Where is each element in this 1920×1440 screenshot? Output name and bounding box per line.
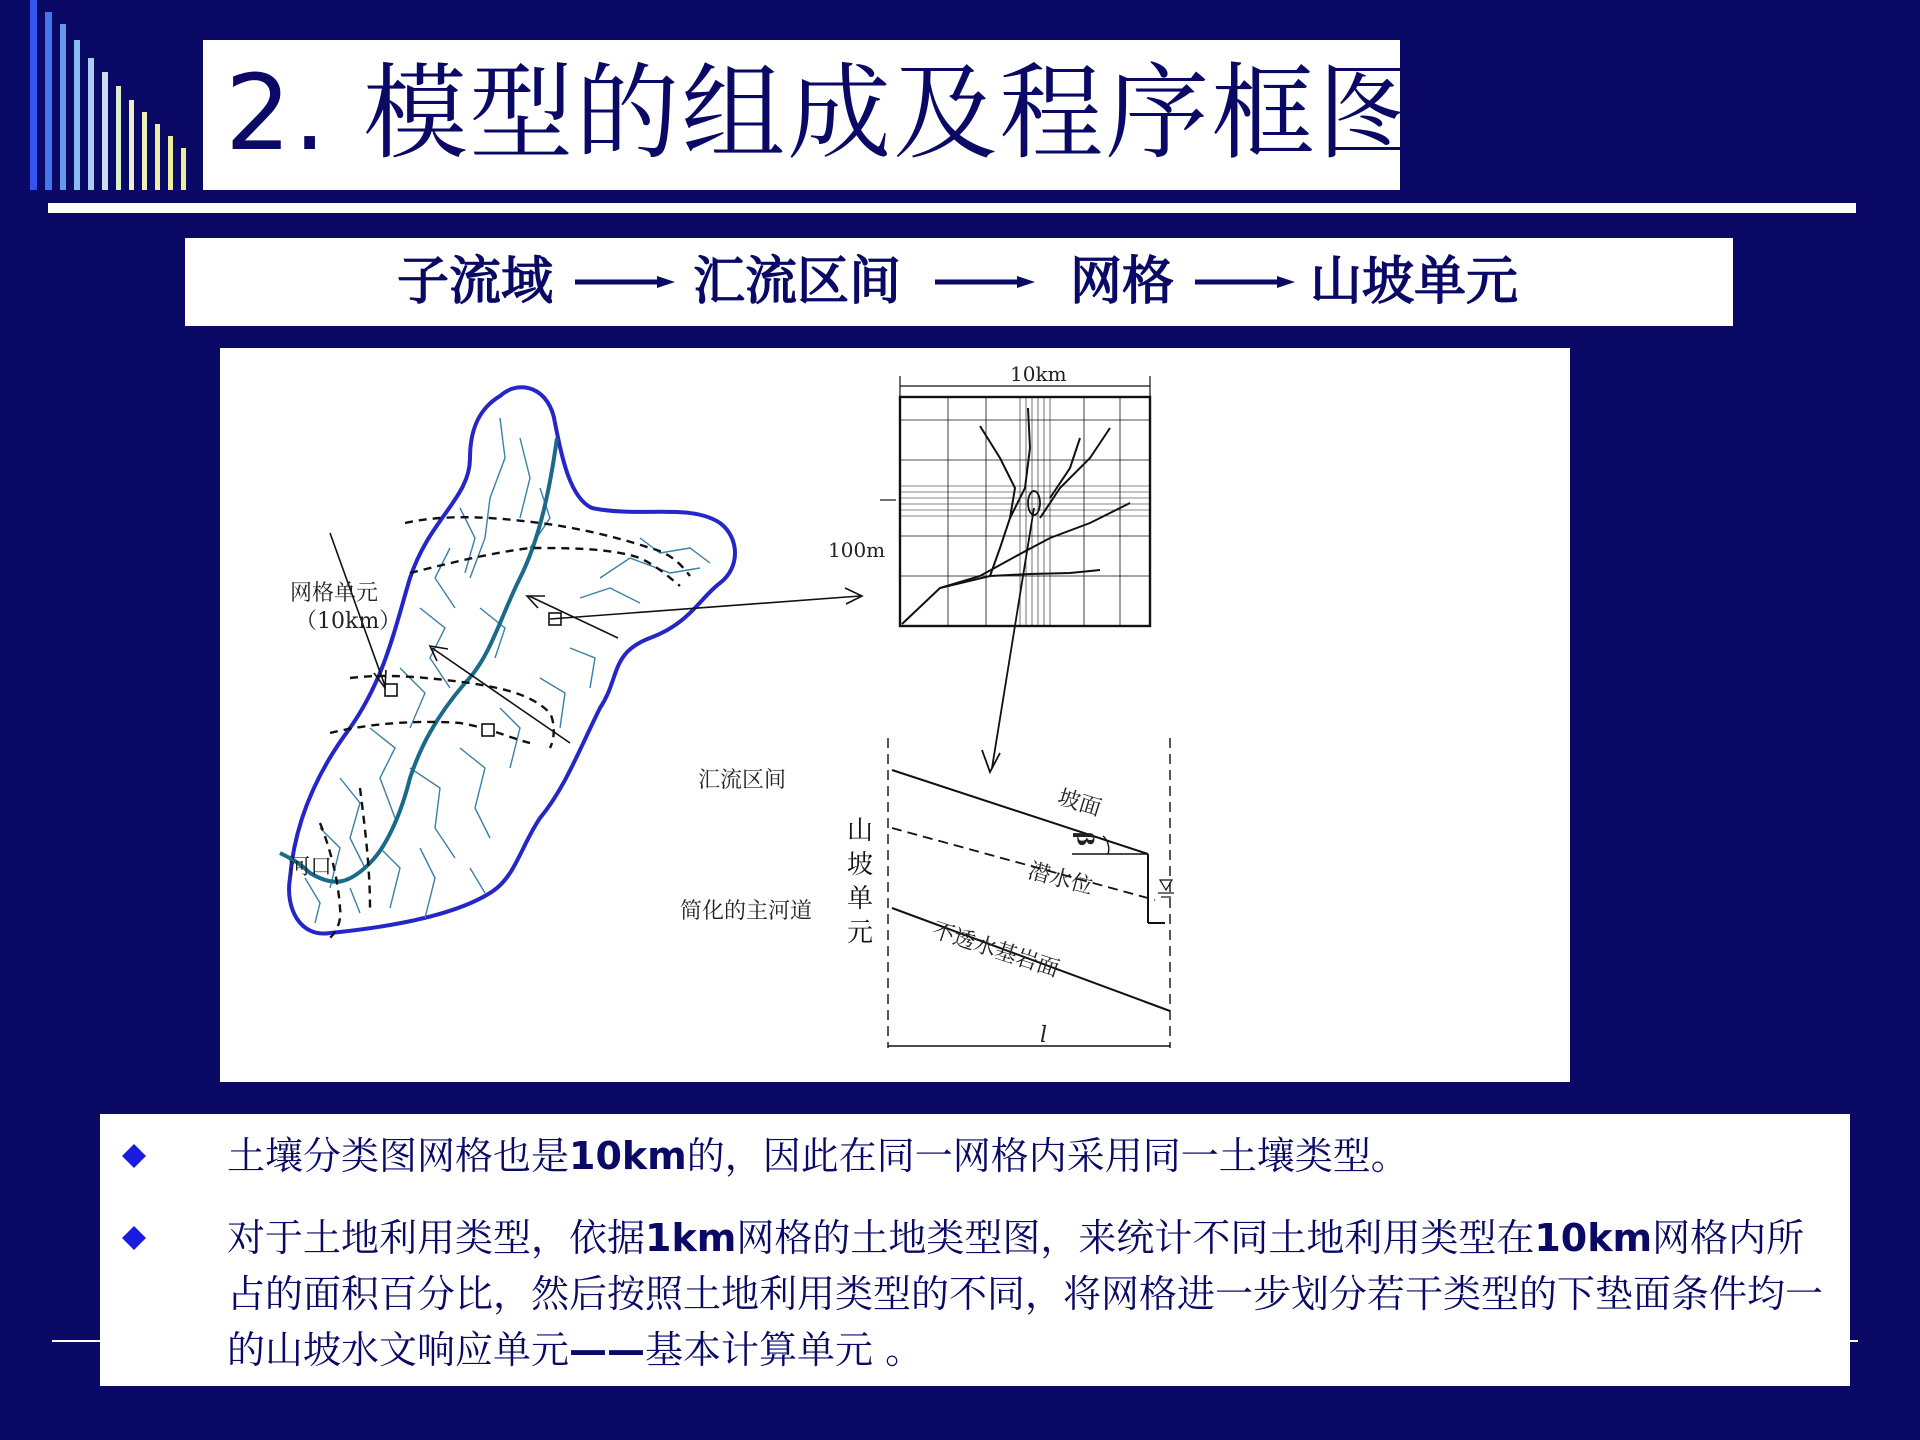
grid-cell-label: 网格单元 bbox=[290, 581, 379, 606]
bedrock-label: 不透水基岩面 bbox=[928, 918, 1063, 983]
notes-box bbox=[100, 1114, 1850, 1386]
note-2-text-post: 网格内所占的面积百分比，然后按照土地利用类型的不同，将网格进一步划分若干类型的下垫面条件均一的山坡水文响应单元 bbox=[227, 1216, 1824, 1372]
main-channel-label: 简化的主河道 bbox=[680, 899, 813, 924]
corner-decoration bbox=[28, 0, 208, 192]
flow-box bbox=[185, 238, 1733, 326]
note-2-text-mid: 网格的土地类型图，来统计不同土地利用类型在 bbox=[736, 1216, 1535, 1260]
note-2-bold-10km: 10km bbox=[1534, 1216, 1653, 1260]
flow-step-interval: 汇流区间 bbox=[693, 251, 902, 312]
page-title: 2. 模型的组成及程序框图 bbox=[225, 52, 1424, 174]
leader-arrows bbox=[330, 348, 1450, 743]
length-label: l bbox=[1040, 1023, 1048, 1048]
model-figure bbox=[220, 348, 1570, 1082]
watershed-outline bbox=[289, 387, 735, 933]
grid-cell-size-label: （10km） bbox=[295, 609, 402, 634]
flow-step-hillslope: 山坡单元 bbox=[1310, 251, 1519, 312]
river-mouth-label: 河口 bbox=[288, 855, 333, 880]
slope-surface-label: 坡面 bbox=[1054, 785, 1105, 822]
flow-step-subbasin: 子流域 bbox=[397, 251, 554, 312]
note-1 bbox=[227, 1128, 1837, 1184]
title-box bbox=[203, 40, 1424, 190]
diamond-bullet-icon bbox=[122, 1226, 146, 1250]
diamond-bullet-icon bbox=[122, 1144, 146, 1168]
note-2-bold-1km: 1km bbox=[645, 1216, 737, 1260]
water-table-label: 潜水位 bbox=[1025, 858, 1096, 901]
title-rule bbox=[48, 203, 1856, 213]
grid-panel bbox=[880, 376, 1150, 772]
note-2-text-tail: 基本计算单元 。 bbox=[645, 1328, 924, 1372]
hillslope-panel bbox=[888, 738, 1174, 1048]
flow-arrow-icon bbox=[1195, 276, 1295, 288]
hillslope-unit-label: 山坡单元 bbox=[846, 816, 873, 948]
beta-label: β bbox=[1071, 831, 1098, 847]
note-2 bbox=[227, 1210, 1837, 1378]
note-1-text-end: 的，因此在同一网格内采用同一土壤类型。 bbox=[686, 1134, 1409, 1178]
flow-step-grid: 网格 bbox=[1070, 251, 1175, 312]
grid-width-label: 10km bbox=[1010, 362, 1067, 386]
note-1-bold: 10km bbox=[569, 1134, 687, 1178]
confluence-interval-label: 汇流区间 bbox=[698, 768, 787, 793]
note-2-text: 对于土地利用类型，依据 bbox=[227, 1216, 646, 1260]
note-2-dash: —— bbox=[569, 1328, 646, 1372]
figure-drawing bbox=[220, 348, 1570, 1082]
grid-spacing-label: 100m bbox=[828, 538, 886, 562]
main-channel bbox=[280, 438, 557, 882]
flow-arrow-icon bbox=[575, 276, 675, 288]
note-1-text: 土壤分类图网格也是 bbox=[227, 1134, 570, 1178]
flow-arrow-icon bbox=[935, 276, 1035, 288]
